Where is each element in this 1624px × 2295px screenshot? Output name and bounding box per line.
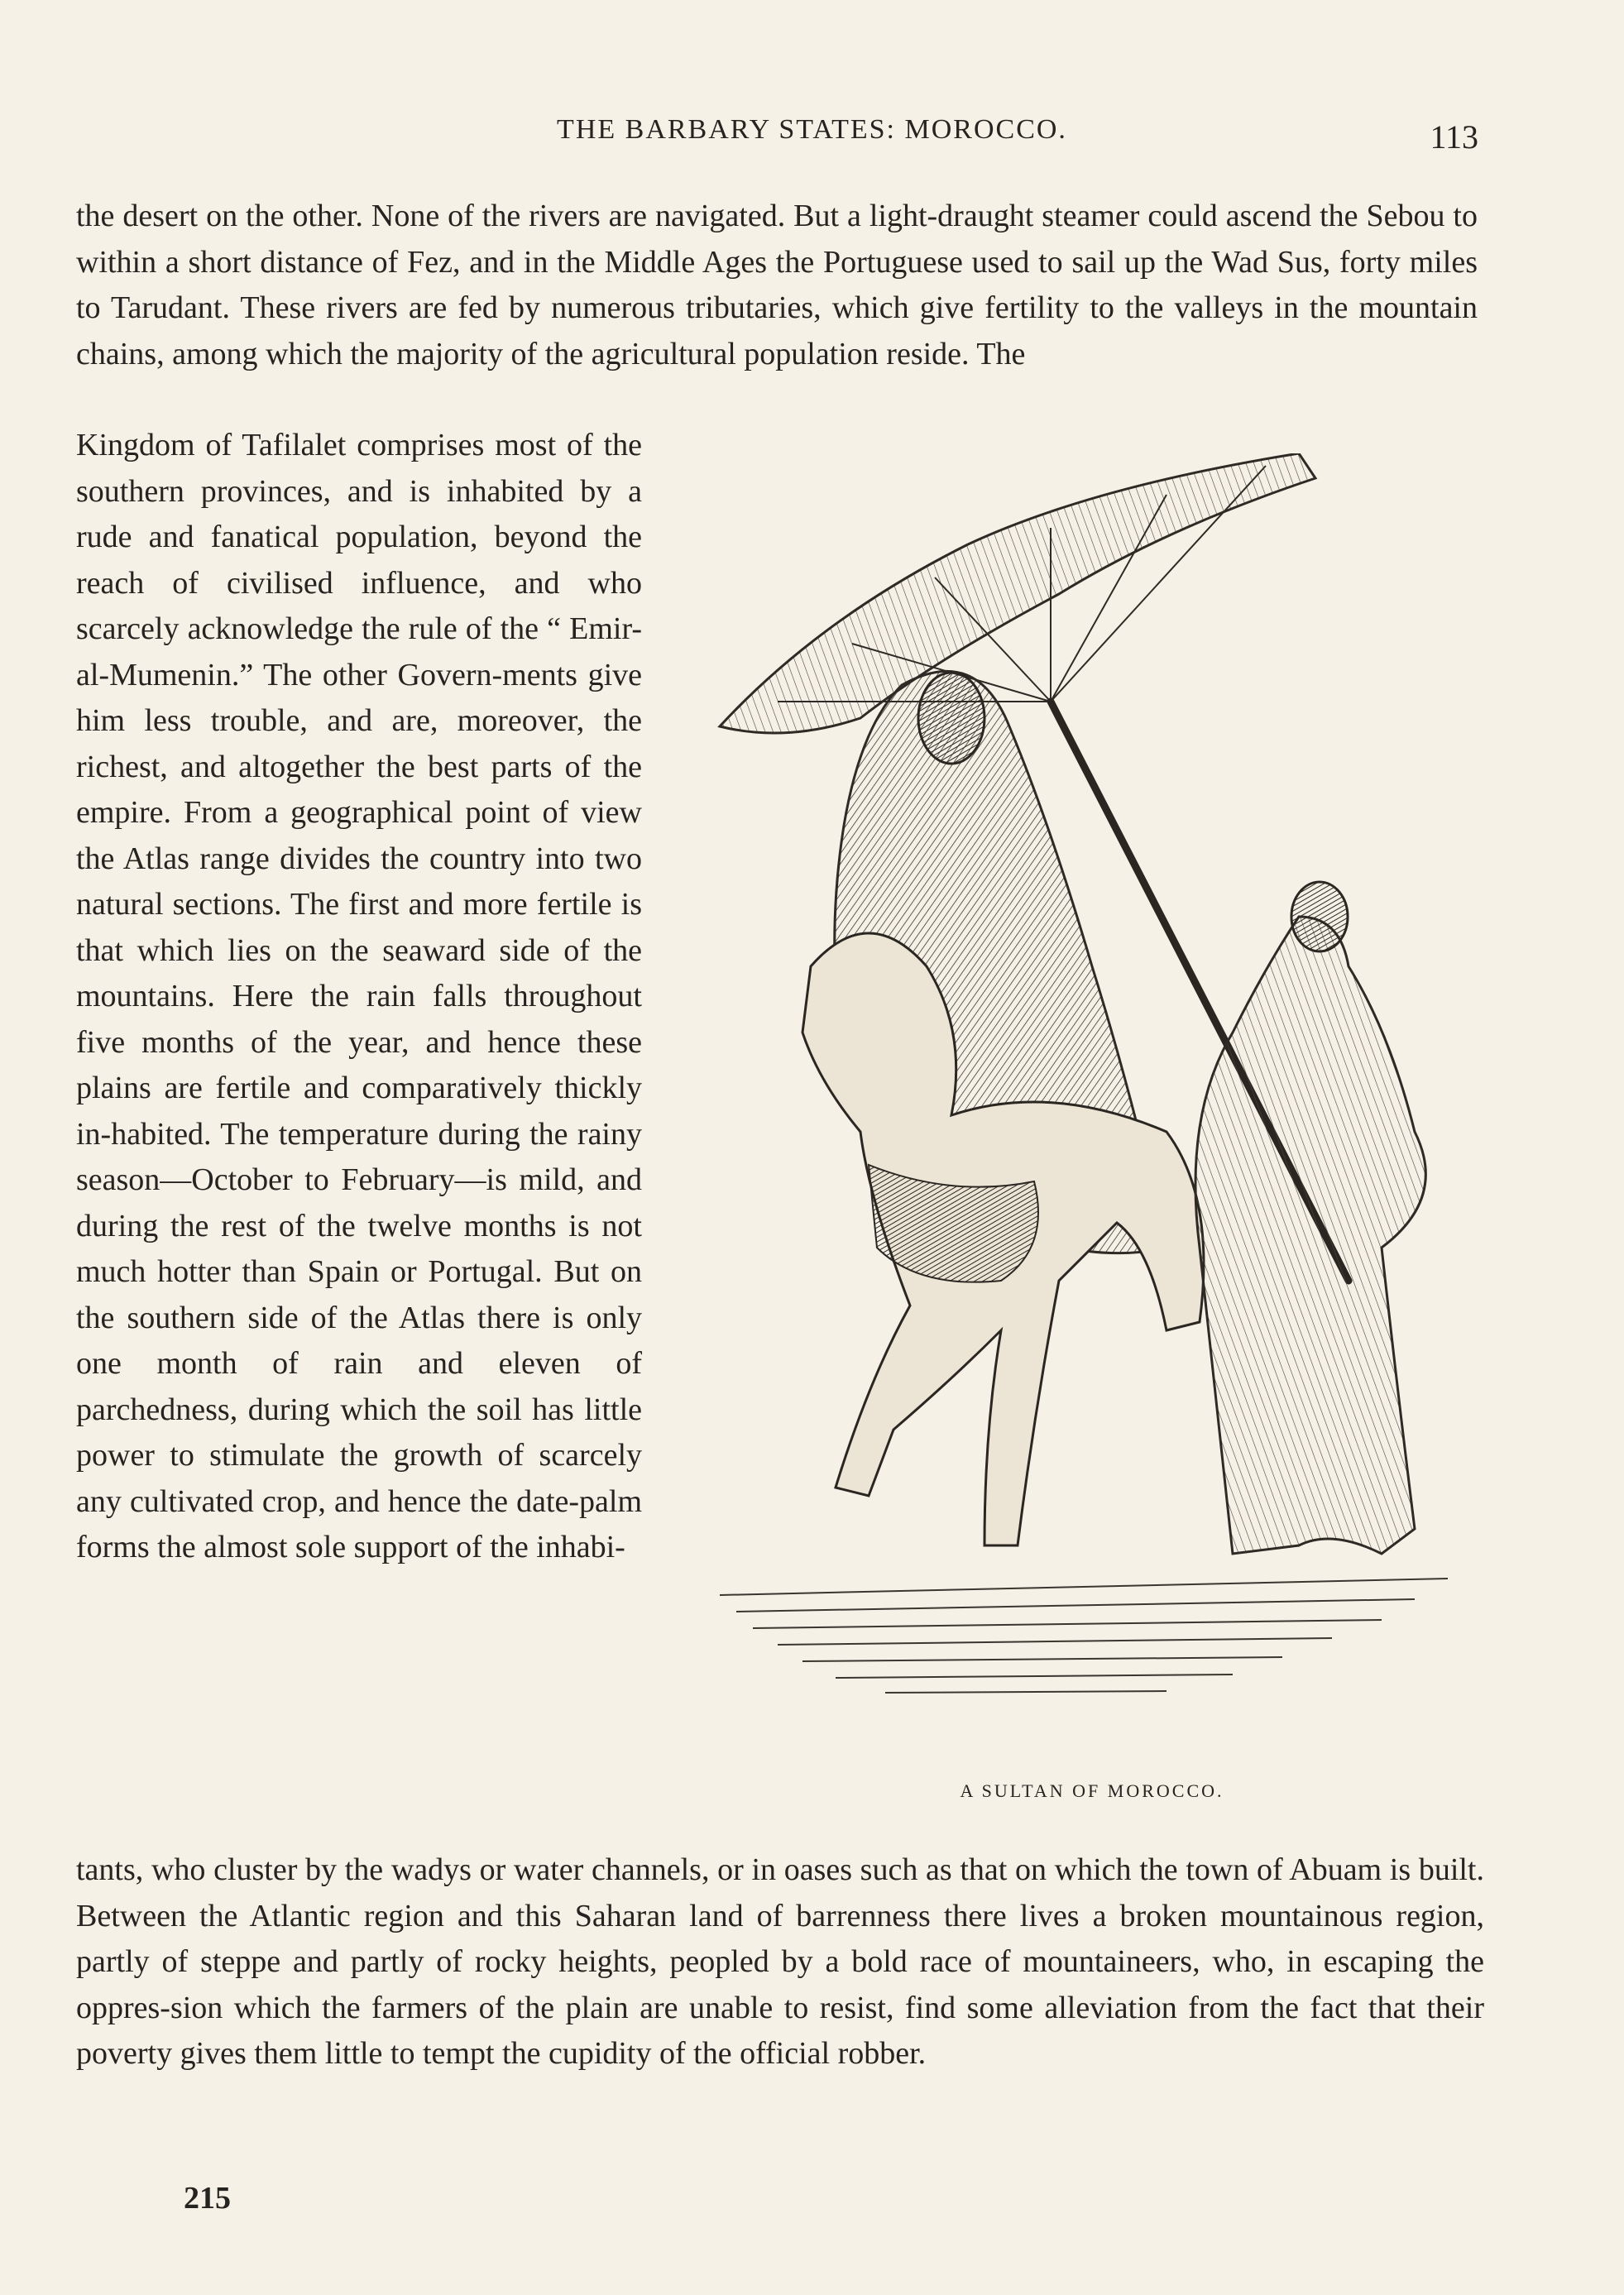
body-paragraph-left-column: Kingdom of Tafilalet comprises most of the southern provinces, and is inhabited by a rude and fanatical population, beyond the reach of civilised influence, and who scarcely acknowledge the rule of the “ Emir-al-Mumenin.” The other Govern-ments give him less trouble, and are, moreover, the richest, and altogether the best parts of the empire. From a geographical point of view the Atlas range divides the country into two natural sections. The first and more fertile is that which lies on the seaward side of the mountains. Here the rain falls throughout five months of the year, and hence these plains are fertile and comparatively thickly in-habited. The temperature during the rainy season—October to February—is mild, and during the rest of the twelve months is not much hotter than Spain or Portugal. But on the southern side of the Atlas there is only one month of rain and eleven of parchedness, during which the soil has little power to stimulate the growth of scarcely any cultivated crop, and hence the date-palm forms the almost sole support of the inhabi- <box>76 428 642 1564</box>
ground-hatching <box>720 1579 1448 1693</box>
engraving-illustration <box>703 453 1481 1761</box>
signature-mark: 215 <box>184 2181 231 2216</box>
rider-head <box>918 673 984 764</box>
figure-caption: A SULTAN OF MOROCCO. <box>960 1780 1224 1801</box>
body-paragraph-top: the desert on the other. None of the rivers are navigated. But a light-draught steamer could ascend the Sebou to within a short distance of Fez, and in the Middle Ages the Portuguese used to sail up the Wad Sus, forty miles to Tarudant. These rivers are fed by numerous tributaries, which give fertility to the valleys in the mountain chains, among which the majority of the agricultural population reside. The <box>76 199 1478 371</box>
engraving-sultan-of-morocco <box>703 453 1481 1761</box>
running-head <box>0 114 1624 164</box>
attendant-head <box>1291 882 1348 951</box>
page-number: 113 <box>1430 118 1478 156</box>
running-title: THE BARBARY STATES: MOROCCO. <box>557 114 1067 145</box>
body-paragraph-bottom: tants, who cluster by the wadys or water channels, or in oases such as that on which the town of Abuam is built. Between the Atlantic region and this Saharan land of barrenness there lives a broken mountainous region, partly of steppe and partly of rocky heights, peopled by a bold race of mountaineers, who, in escaping the oppres-sion which the farmers of the plain are unable to resist, find some alleviation from the fact that their poverty gives them little to tempt the cupidity of the official robber. <box>76 1852 1484 2071</box>
attendant-figure <box>1195 917 1425 1554</box>
